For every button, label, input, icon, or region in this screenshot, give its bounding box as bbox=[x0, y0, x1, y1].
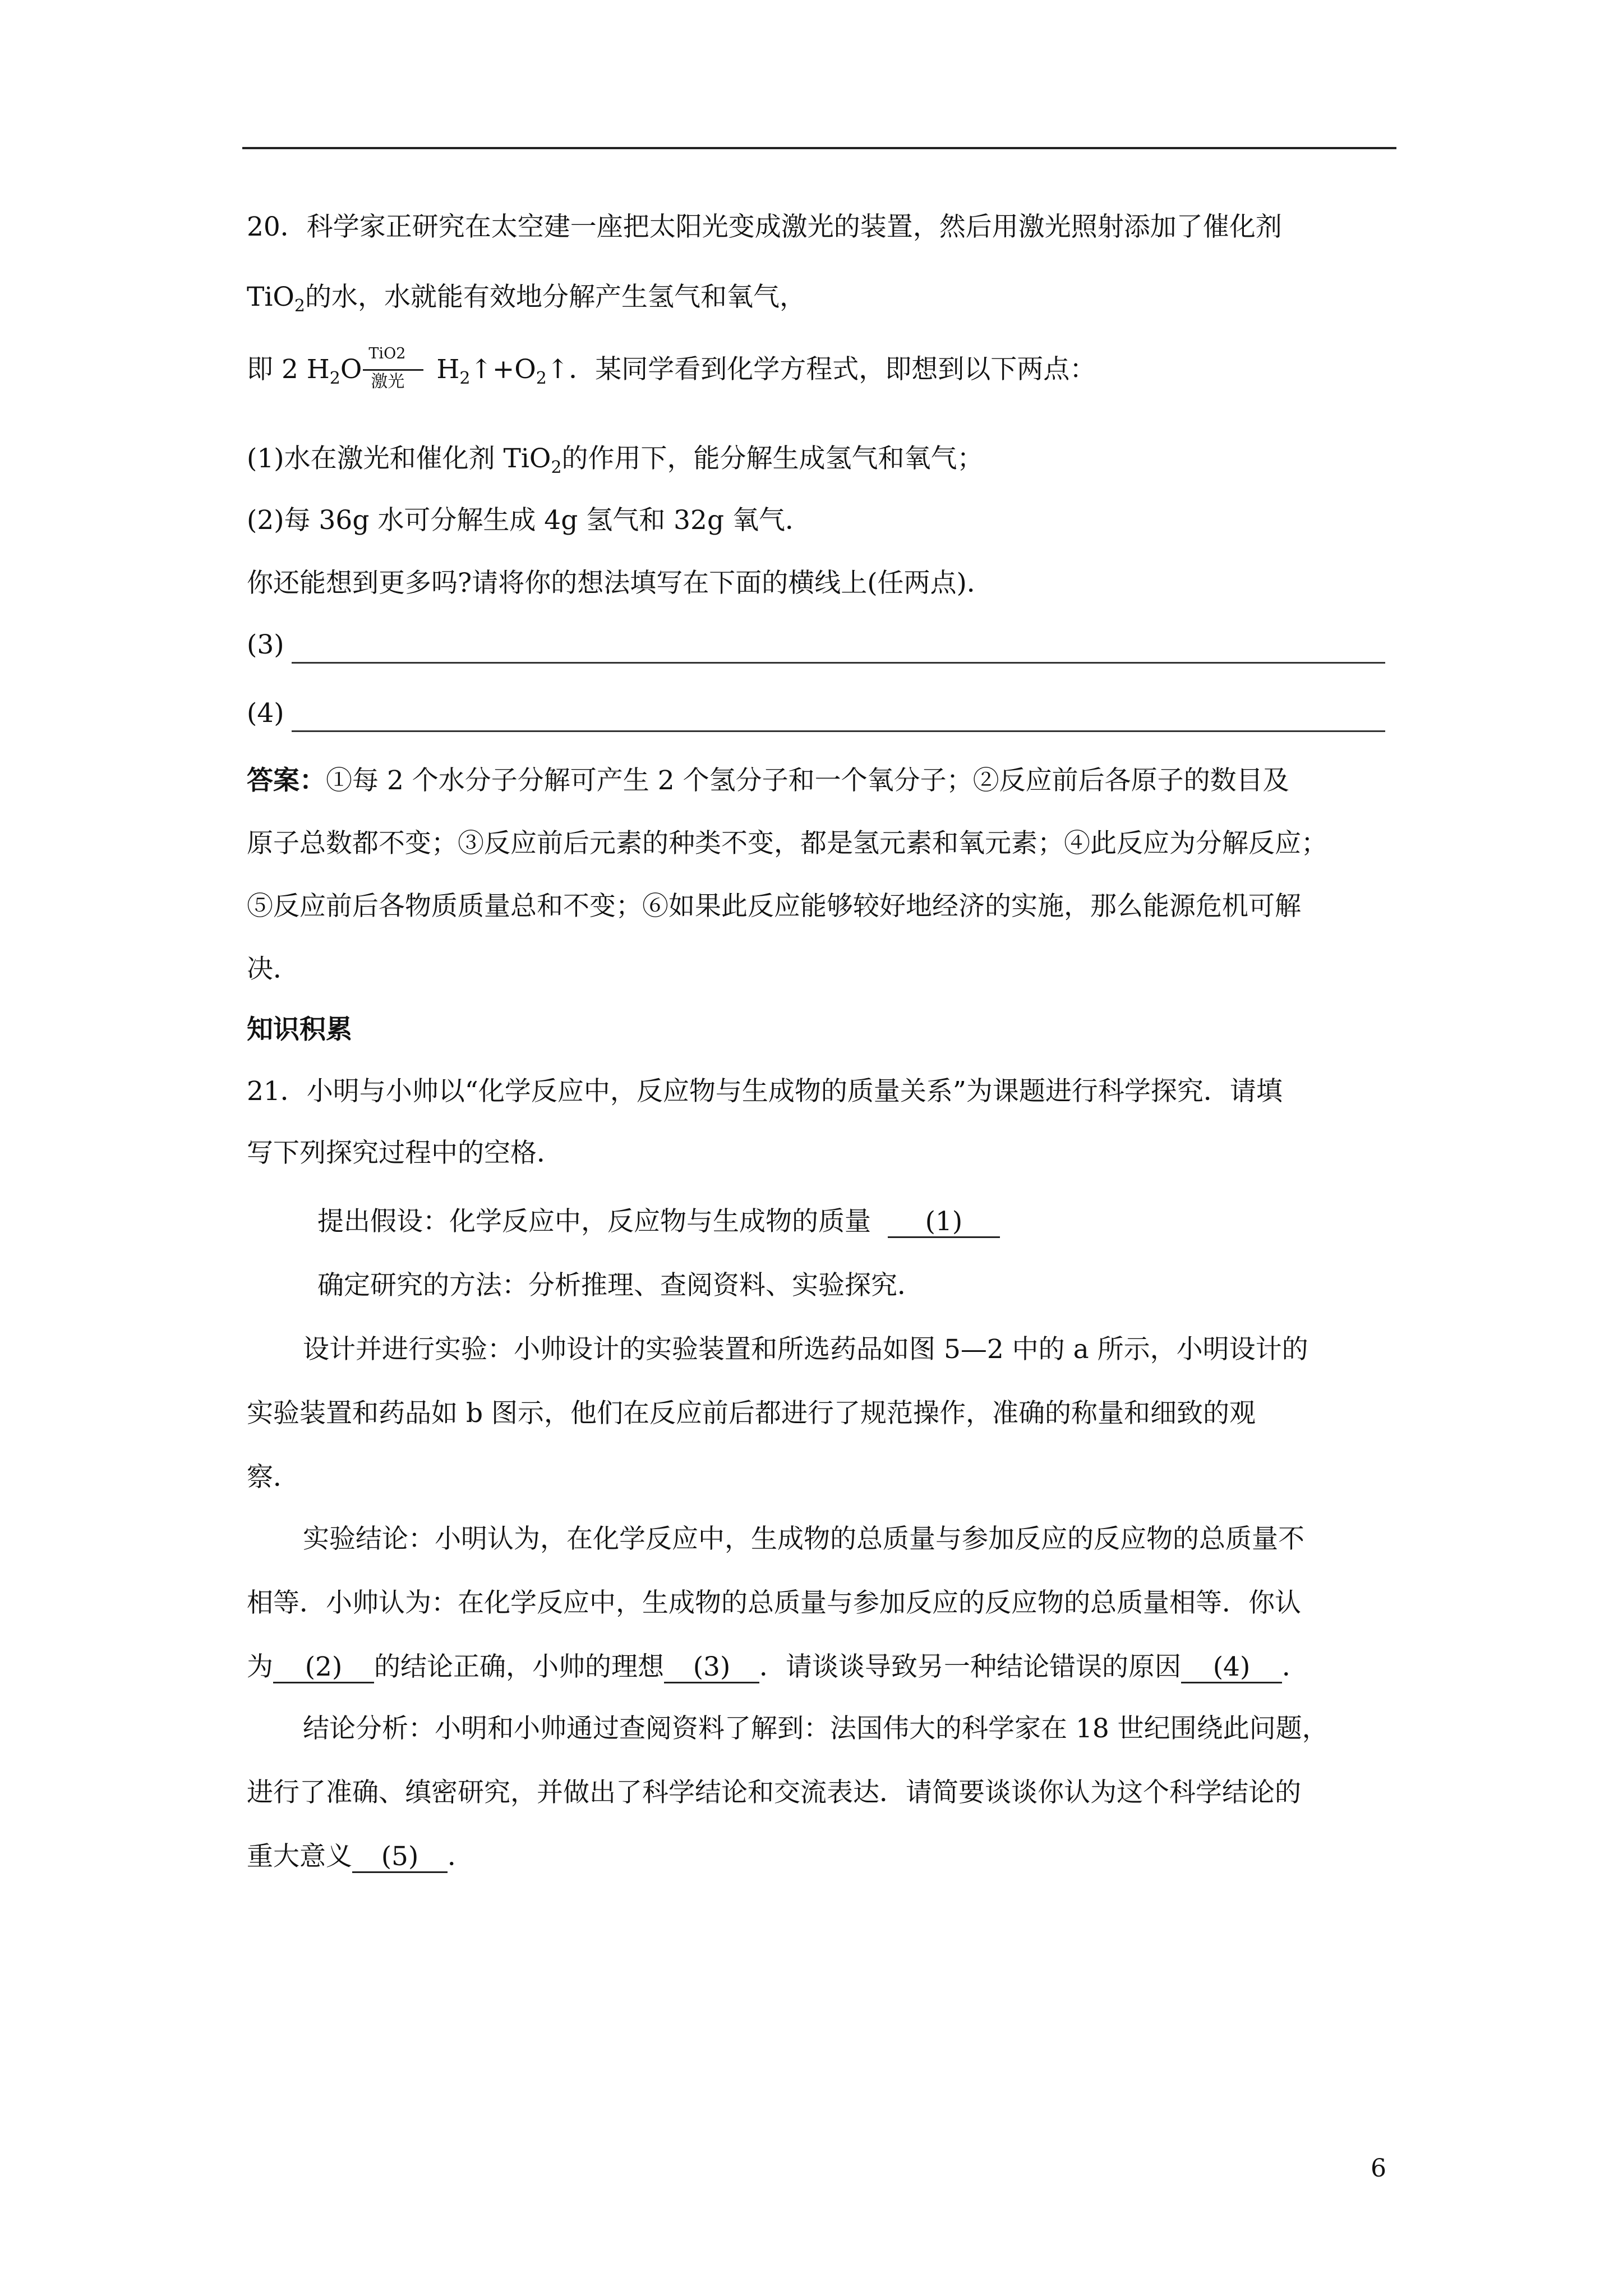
q21-analysis1: 结论分析：小明和小帅通过查阅资料了解到：法国伟大的科学家在 18 世纪围绕此问题， bbox=[303, 1713, 1329, 1744]
blank-1[interactable]: (1) bbox=[888, 1207, 1000, 1238]
formula-tio2: TiO$_2$ bbox=[247, 282, 306, 316]
q21-method: 确定研究的方法：分析推理、查阅资料、实验探究． bbox=[317, 1270, 924, 1301]
q21-conclusion3: 为 (2) 的结论正确，小帅的理想 (3) ．请谈谈导致另一种结论错误的原因 (4) ． bbox=[247, 1651, 1308, 1682]
q21-design2: 实验装置和药品如 b 图示，他们在反应前后都进行了规范操作，准确的称量和细致的观 bbox=[247, 1398, 1256, 1429]
blank-2[interactable]: (2) bbox=[273, 1653, 374, 1683]
q21-line2: 写下列探究过程中的空格． bbox=[247, 1138, 563, 1168]
blank-3[interactable]: (3) bbox=[664, 1653, 759, 1683]
blank-4[interactable]: (4) bbox=[1181, 1653, 1282, 1683]
q20-point2: (2)每 36g 水可分解生成 4g 氢气和 32g 氧气． bbox=[247, 505, 811, 536]
answer-line-3[interactable] bbox=[292, 662, 1385, 664]
q20-line2: TiO$_2$的水，水就能有效地分解产生氢气和氧气， bbox=[247, 282, 806, 316]
q21-hypothesis: 提出假设：化学反应中，反应物与生成物的质量 (1) bbox=[317, 1205, 1399, 1239]
answer-line-4[interactable] bbox=[292, 730, 1385, 732]
answer-line4: 决． bbox=[247, 954, 299, 984]
q21-conclusion2: 相等．小帅认为：在化学反应中，生成物的总质量与参加反应的反应物的总质量相等．你认 bbox=[247, 1588, 1301, 1618]
q20-line1: 20．科学家正研究在太空建一座把太阳光变成激光的装置，然后用激光照射添加了催化剂 bbox=[247, 211, 1282, 242]
q20-blank-4: (4) bbox=[247, 698, 284, 729]
q21-analysis2: 进行了准确、缜密研究，并做出了科学结论和交流表达．请简要谈谈你认为这个科学结论的 bbox=[247, 1777, 1301, 1808]
q21-line1: 21．小明与小帅以“化学反应中，反应物与生成物的质量关系”为课题进行科学探究．请填 bbox=[247, 1076, 1283, 1107]
blank-5[interactable]: (5) bbox=[352, 1842, 448, 1873]
q20-ask: 你还能想到更多吗?请将你的想法填写在下面的横线上(任两点)． bbox=[247, 568, 993, 599]
q21-analysis3: 重大意义 (5) ． bbox=[247, 1841, 474, 1872]
answer-line1: 答案：①每 2 个水分子分解可产生 2 个氢分子和一个氧分子；②反应前后各原子的数目及 bbox=[247, 765, 1289, 796]
q20-blank-3: (3) bbox=[247, 629, 284, 660]
answer-line2: 原子总数都不变；③反应前后元素的种类不变，都是氢元素和氧元素；④此反应为分解反应； bbox=[247, 828, 1327, 859]
q20-equation: 即 2 $H_2O$ $\frac{\text{TiO2}}{\text{激光}}$ $H_2↑+O_2↑$．某同学看到化学方程式，即想到以下两点： bbox=[247, 348, 1399, 395]
q20-point1: (1)水在激光和催化剂 TiO$_2$的作用下，能分解生成氢气和氧气； bbox=[247, 443, 984, 477]
section-title: 知识积累 bbox=[247, 1014, 352, 1045]
q21-design3: 察． bbox=[247, 1462, 299, 1493]
answer-line3: ⑤反应前后各物质质量总和不变；⑥如果此反应能够较好地经济的实施，那么能源危机可解 bbox=[247, 891, 1301, 922]
q21-design1: 设计并进行实验：小帅设计的实验装置和所选药品如图 5—2 中的 a 所示，小明设计的 bbox=[303, 1334, 1308, 1365]
header-rule bbox=[242, 147, 1396, 149]
answer-label: 答案： bbox=[247, 765, 326, 796]
page-number: 6 bbox=[1371, 2154, 1386, 2183]
reaction-condition: $\frac{\text{TiO2}}{\text{激光}}$ bbox=[363, 348, 423, 395]
q21-conclusion1: 实验结论：小明认为，在化学反应中，生成物的总质量与参加反应的反应物的总质量不 bbox=[303, 1524, 1304, 1554]
